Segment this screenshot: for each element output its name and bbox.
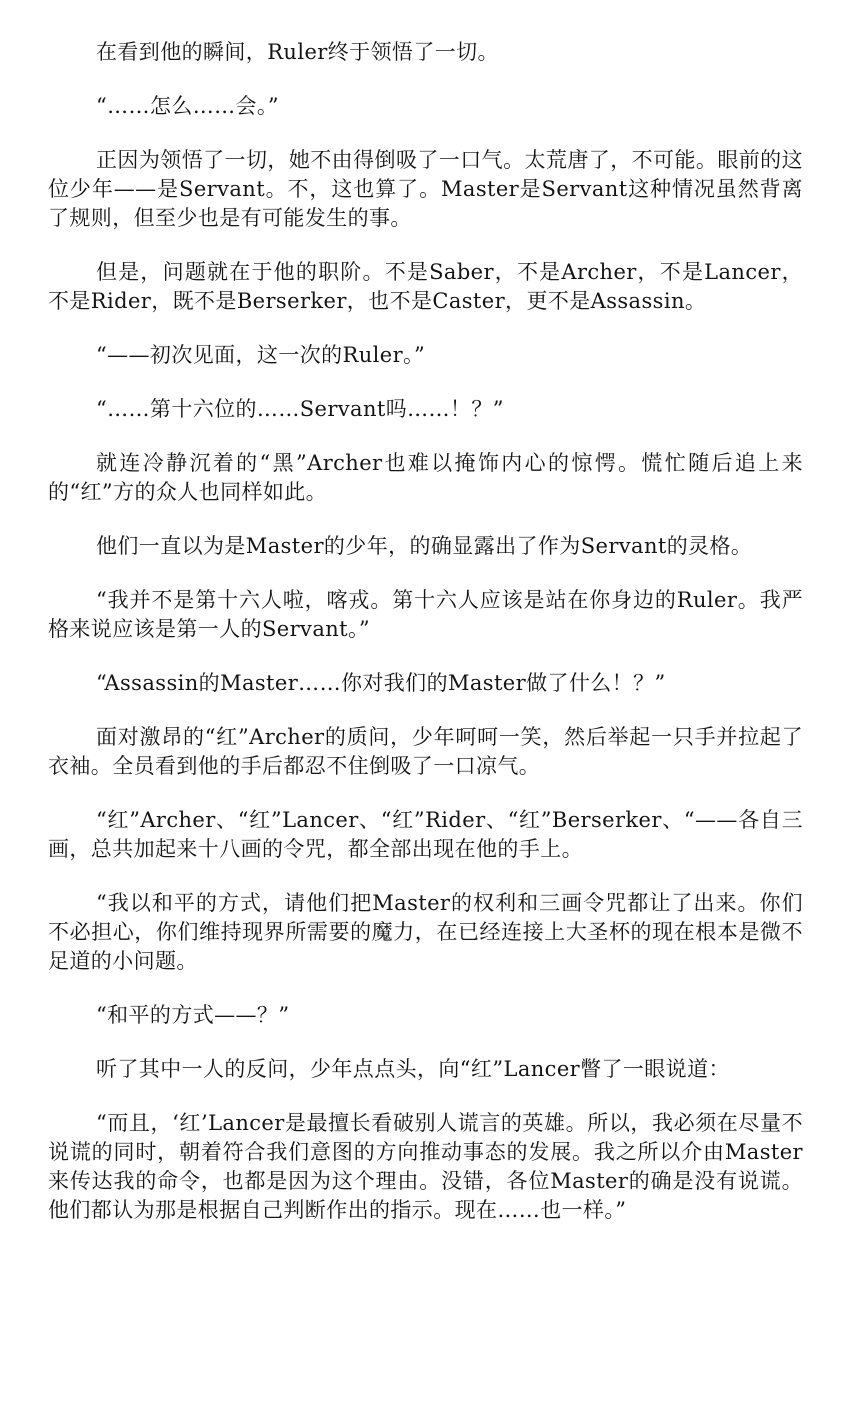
paragraph: 在看到他的瞬间，Ruler终于领悟了一切。	[96, 40, 499, 64]
paragraph: “和平的方式——？”	[96, 1003, 290, 1027]
paragraph: “红”Archer、“红”Lancer、“红”Rider、“红”Berserker、“——各自三画，总共加起来十八画的令咒，都全部出现在他的手上。	[48, 808, 803, 861]
paragraph: “我并不是第十六人啦，喀戎。第十六人应该是站在你身边的Ruler。我严格来说应该是第一人的Servant。”	[48, 588, 803, 641]
paragraph: 就连冷静沉着的“黑”Archer也难以掩饰内心的惊愕。慌忙随后追上来的“红”方的众人也同样如此。	[48, 451, 803, 504]
paragraph: “……第十六位的……Servant吗……！？”	[96, 397, 504, 421]
paragraph: “Assassin的Master……你对我们的Master做了什么！？”	[96, 671, 666, 695]
paragraph: “……怎么……会。”	[96, 94, 279, 118]
paragraph: 听了其中一人的反问，少年点点头，向“红”Lancer瞥了一眼说道：	[96, 1057, 730, 1081]
paragraph: “而且，‘红’Lancer是最擅长看破别人谎言的英雄。所以，我必须在尽量不说谎的同时，朝着符合我们意图的方向推动事态的发展。我之所以介由Master来传达我的命令，也都是因为这个理由。没错，各位Master的确是没有说谎。他们都认为那是根据自己判断作出的指示。现在……也一样。”	[48, 1111, 803, 1222]
paragraph: 但是，问题就在于他的职阶。不是Saber，不是Archer，不是Lancer，不是Rider，既不是Berserker，也不是Caster，更不是Assassin。	[48, 260, 803, 313]
document-body	[48, 38, 803, 1250]
paragraph: “我以和平的方式，请他们把Master的权利和三画令咒都让了出来。你们不必担心，你们维持现界所需要的魔力，在已经连接上大圣杯的现在根本是微不足道的小问题。	[48, 891, 803, 973]
paragraph: 正因为领悟了一切，她不由得倒吸了一口气。太荒唐了，不可能。眼前的这位少年——是Servant。不，这也算了。Master是Servant这种情况虽然背离了规则，但至少也是有可能发生的事。	[48, 148, 803, 230]
paragraph: 面对激昂的“红”Archer的质问，少年呵呵一笑，然后举起一只手并拉起了衣袖。全员看到他的手后都忍不住倒吸了一口凉气。	[48, 725, 803, 778]
paragraph: “——初次见面，这一次的Ruler。”	[96, 343, 426, 367]
paragraph: 他们一直以为是Master的少年，的确显露出了作为Servant的灵格。	[96, 534, 753, 558]
